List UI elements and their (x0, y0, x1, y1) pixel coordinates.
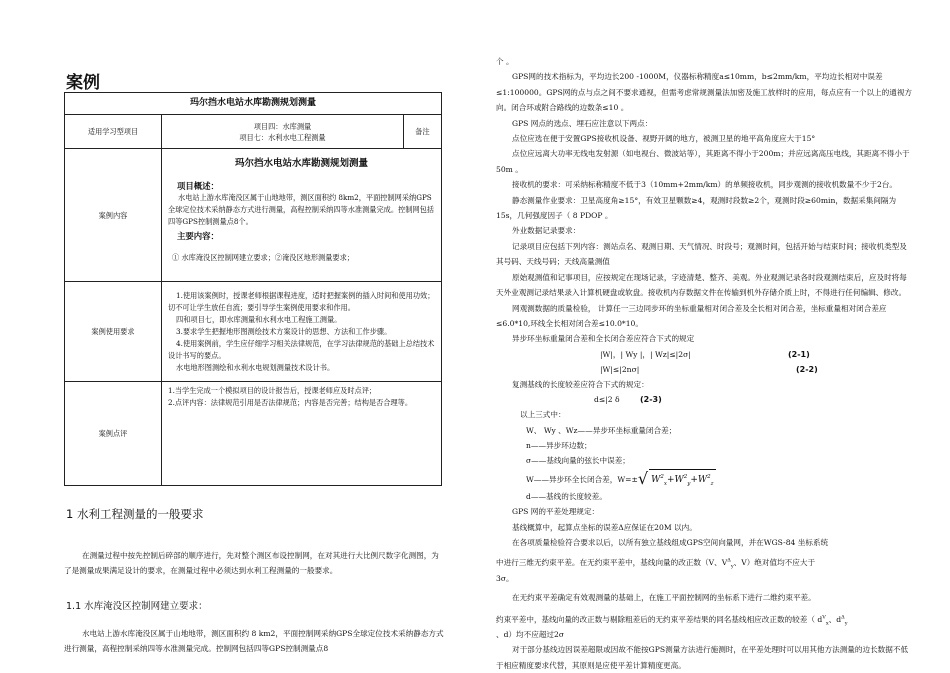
def-w-components: W、 Wy 、Wz——异步环坐标重量闭合差； (526, 425, 677, 435)
main-content-heading: 主要内容： (177, 231, 219, 241)
receiver-requirement: 接收机的要求：可采纳标称精度不低于3（10mm+2mm/km）的单频接收机，同步观测的接收机数量不少于2台。 (512, 180, 898, 190)
scope-label: 适用学习型项目 (65, 115, 162, 149)
case-table (64, 92, 442, 486)
free-adjust-text: 中进行三维无约束平差。在无约束平差中，基线向量的改正数（V、V (496, 558, 728, 568)
formula-2-1-number: (2-1) (788, 349, 810, 359)
formula-2-3-number: (2-3) (640, 395, 662, 405)
left-column (64, 58, 444, 656)
formula-2-1 (496, 347, 914, 362)
usage-line-4: 4.使用案例前，学生应仔细学习相关法律规范，在学习法律规范的基础上总结技术设计书写的要点。 (168, 338, 435, 360)
content-title: 玛尔挡水电站水库勘测规划测量 (234, 158, 368, 169)
raw-observation: 原始观测值和记事项目，应按规定在现场记录，字迹清楚、整齐、美观。外业观测记录各时段观测结束后，应及时将每天外业观测记录结果录入计算机硬盘或软盘。接收机内存数据文件在传输到机外存储介质上时，不得进行任何编辑、修改。 (496, 272, 907, 298)
content-cell (162, 149, 442, 282)
usage-label: 案例使用要求 (65, 282, 162, 382)
note-header: 备注 (404, 115, 442, 149)
scope-item-2: 项目七：水利水电工程测量 (239, 132, 326, 142)
three-sigma: 3σ。 (496, 573, 514, 583)
overview-text: 水电站上游水库淹没区属于山地地带，测区面积约 8km2，平面控制网采纳GPS全球定位技术采纳静态方式进行测量，高程控制采纳四等水准测量完成。控制网包括四等GPS控制测量点8个。 (168, 193, 434, 226)
formula-2-3-expr: d≤|2 δ (594, 395, 620, 405)
field-record-heading: 外业数据记录要求： (512, 226, 581, 236)
record-items: 记录项目应包括下列内容：测站点名、观测日期、天气情况、时段号；观测时间，包括开始与结束时间；接收机类型及其号码、天线号码；天线高量测值 (496, 241, 907, 267)
formula-2-1-expr: |W|，| Wy |，| Wz|≤|2σ| (600, 349, 691, 359)
case-heading: 案例 (66, 73, 100, 93)
scope-item-1: 项目四：水库测量 (253, 121, 312, 131)
baseline-vector-rule: 基线概算中，起算点坐标的误差Δ应保证在20M 以内。 (512, 522, 697, 532)
right-column (496, 57, 914, 673)
usage-line-5: 水电地形图测绘和水利水电规划测量技术设计书。 (176, 362, 335, 372)
sqrt-symbol: √ (637, 468, 649, 488)
gps-technical-spec: GPS网的技术指标为，平均边长200 -1000M，仪器标称精度a≤10mm，b≤2mm/km，平均边长相对中误差≤1:100000。GPS网的点与点之间不要求通视，但需考虑常规测量法加密及施工放样时的应用，每点应有一个以上的通视方向。闭合环或附合路线的边数条≤10 。 (496, 72, 913, 113)
case-table-title: 玛尔挡水电站水库勘测规划测量 (65, 93, 442, 115)
constrained-adjust-b-line: 约束平差中，基线向量的改正数与剔除粗差后的无约束平差结果的同名基线相应改正数的较差（ $d^V_x$、$d^\Delta_y$ (496, 614, 848, 627)
def-n: n——异步环边数； (526, 440, 592, 450)
usage-line-1: 1.使用该案例时，授课老师根据课程进度，适时把握案例的插入时间和使用功效；切不可让学生放任自流；要引导学生案例使用要求和作用。 (168, 290, 435, 312)
constrained-adjust-a: 在无约束平差确定有效观测量的基础上，在施工平面控制网的坐标系下进行二维约束平差。 (512, 593, 816, 603)
async-loop-rule: 异步环坐标重量闭合差和全长闭合差应符合下式的规定 (512, 334, 695, 344)
formula-2-3 (496, 392, 914, 407)
repeat-baseline-rule: 复测基线的长度较差应符合下式的规定： (512, 379, 649, 389)
def-d: d——基线的长度较差。 (526, 491, 607, 501)
review-line-1: 1.当学生完成一个模拟项目的设计报告后，授课老师应及时点评； (168, 386, 377, 395)
usage-line-3: 3.要求学生把握地形图测绘技术方案设计的思想、方法和工作步骤。 (176, 326, 392, 336)
scope-items (162, 115, 404, 149)
formula-2-2-expr: |W|≤|2nσ| (600, 364, 640, 374)
sqrt-expression: $W^2_x+W^2_y+W^2_z$ (649, 469, 715, 490)
gps-adjust-rule: GPS 网的平差处理规定： (512, 507, 600, 517)
def-sigma: σ——基线向量的弦长中误差； (526, 456, 630, 466)
site-away-radio: 点位应远离大功率无线电发射源（如电视台、微波站等），其距离不得小于200m；并应远离高压电线，其距离不得小于50m 。 (496, 149, 910, 174)
content-body (162, 177, 441, 273)
overview-heading: 项目概述： (177, 181, 219, 191)
formula-2-2 (496, 362, 914, 377)
def-w-total-text: W——异步环全长闭合差，W=± (526, 474, 638, 484)
usage-line-2: 四和项目七，即水库测量和水利水电工程施工测量。 (176, 314, 342, 324)
static-survey-requirement: 静态测量作业要求：卫星高度角≥15°，有效卫星颗数≥4，观测时段数≥2个，观测时段≥60min，数据采集间隔为15s，几何强度因子（ 8 PDOP 。 (496, 195, 897, 221)
quality-pass-text: 在各项质量检验符合要求以后，以所有独立基线组成GPS空间向量网，并在WGS-84 坐标系统 (512, 537, 829, 547)
right-line-0: 个 。 (496, 57, 514, 66)
review-line-2: 2.点评内容：法律规范引用是否法律规范；内容是否完善；结构是否合理等。 (168, 398, 413, 407)
content-label: 案例内容 (65, 149, 162, 282)
review-cell (162, 382, 442, 486)
main-content-text: ① 水库淹没区控制网建立要求；②淹没区地形测量要求； (172, 253, 354, 262)
free-adjust-tail: 、V）绝对值均不应大于 (733, 558, 816, 568)
section-1-paragraph: 在测量过程中按先控制后碎部的顺序进行，先对整个测区布设控制网，在对其进行大比例尺数字化测图，为了是测量成果满足设计的要求，在测量过程中必须达到水利工程测量的一般要求。 (64, 551, 439, 575)
usage-cell (162, 282, 442, 382)
quality-check: 网观测数据的质量检验， 计算任一三边同步环的坐标重量相对闭合差及全长相对闭合差，坐标重量相对闭合差应≤6.0*10,环线全长相对闭合差≤10.0*10。 (496, 303, 887, 328)
review-label: 案例点评 (65, 382, 162, 486)
gps-site-selection: GPS 网点的选点、埋石应注意以下两点： (512, 118, 653, 128)
above-formula-label: 以上三式中： (520, 410, 566, 420)
constrained-adjust-b: 约束平差中，基线向量的改正数与剔除粗差后的无约束平差结果的同名基线相应改正数的较差（ d (496, 614, 823, 624)
def-w-total (496, 469, 914, 489)
last-paragraph: 对于部分基线边因误差超限或因故不能按GPS测量方法进行施测时，在平差处理时可以用其他方法测量的边长数据不低于相应精度要求代替，其原则是应使平差计算精度更高。 (496, 645, 909, 670)
constrained-adjust-c: 、d）均不应超过2σ (496, 630, 565, 639)
section-1-1-paragraph: 水电站上游水库淹没区属于山地地带，测区面积约 8 km2，平面控制网采纳GPS全球定位技术采纳静态方式进行测量，高程控制采纳四等水准测量完成。控制网包括四等GPS控制测量点8 (64, 629, 444, 653)
free-adjust-line: 中进行三维无约束平差。在无约束平差中，基线向量的改正数（V、$V^\Delta_y$、V）绝对值均不应大于 (496, 557, 816, 570)
section-1-title: 1 水利工程测量的一般要求 (66, 507, 204, 521)
formula-2-2-number: (2-2) (796, 364, 818, 374)
site-open-view: 点位应选在便于安置GPS接收机设备、视野开阔的地方，被测卫星的地平高角度应大于15° (512, 134, 816, 144)
section-1-1-title: 1.1 水库淹没区控制网建立要求： (66, 601, 208, 612)
